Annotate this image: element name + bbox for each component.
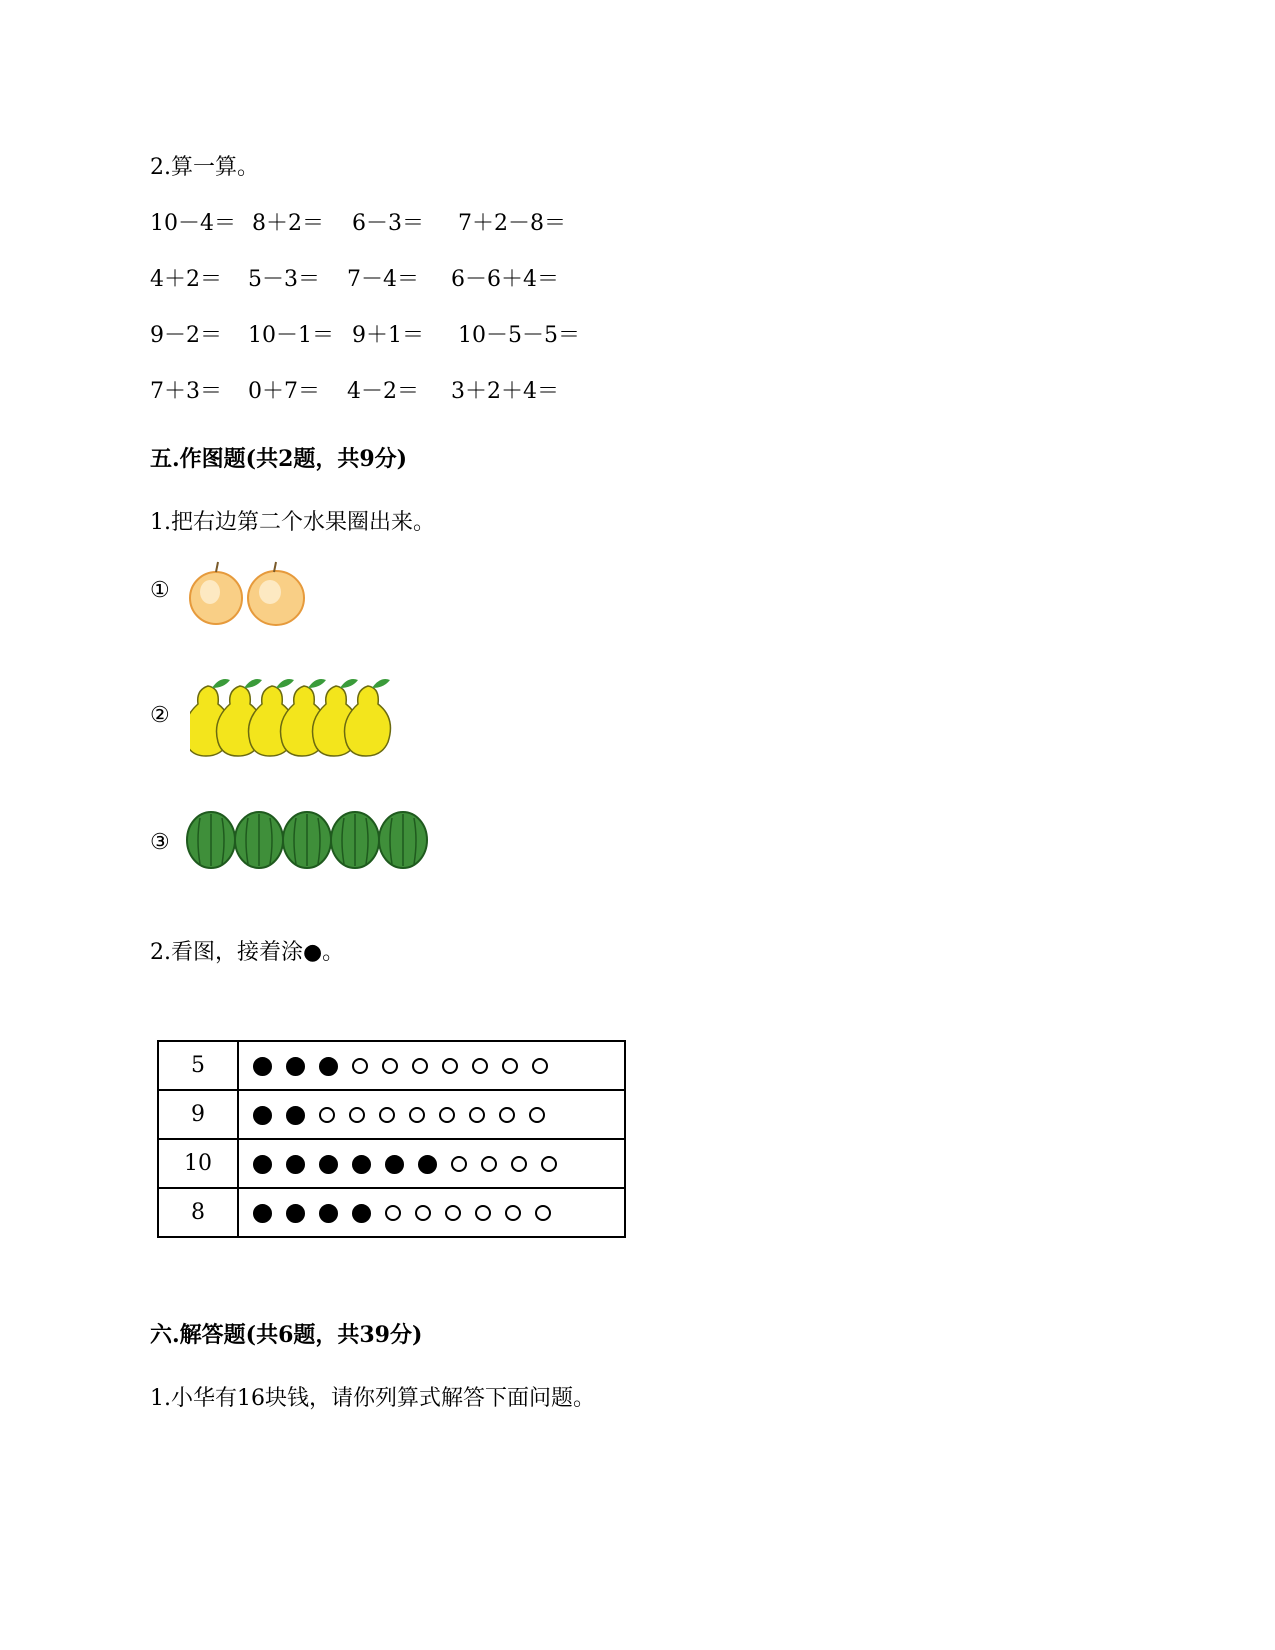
dot-table-row — [158, 1041, 625, 1090]
equation: 6－3＝ — [352, 211, 424, 236]
filled-dot — [352, 1204, 371, 1223]
row-number: 5 — [158, 1041, 238, 1090]
option-label-3: ③ — [150, 830, 170, 855]
filled-dot — [319, 1057, 338, 1076]
empty-circle[interactable] — [382, 1058, 398, 1074]
equation: 8＋2＝ — [252, 211, 324, 236]
empty-circle[interactable] — [505, 1205, 521, 1221]
option-label-2: ② — [150, 703, 170, 728]
dot-table-row — [158, 1139, 625, 1188]
empty-circle[interactable] — [409, 1107, 425, 1123]
equation: 7－4＝ — [347, 267, 419, 292]
empty-circle[interactable] — [532, 1058, 548, 1074]
equation: 10－5－5＝ — [458, 323, 580, 348]
filled-dot — [253, 1057, 272, 1076]
pear-icon — [345, 679, 391, 756]
dot-table — [157, 1040, 626, 1238]
empty-circle[interactable] — [445, 1205, 461, 1221]
green-pepper-icon — [379, 812, 427, 868]
equation: 4＋2＝ — [150, 267, 222, 292]
equation: 5－3＝ — [248, 267, 320, 292]
empty-circle[interactable] — [451, 1156, 467, 1172]
empty-circle[interactable] — [475, 1205, 491, 1221]
empty-circle[interactable] — [472, 1058, 488, 1074]
filled-dot — [286, 1057, 305, 1076]
equation: 6－6＋4＝ — [451, 267, 559, 292]
green-pepper-icon — [186, 806, 436, 872]
equation: 7＋3＝ — [150, 379, 222, 404]
filled-dot — [418, 1155, 437, 1174]
dot-cells — [238, 1041, 625, 1090]
empty-circle[interactable] — [481, 1156, 497, 1172]
empty-circle[interactable] — [535, 1205, 551, 1221]
peach-icon — [186, 560, 316, 628]
empty-circle[interactable] — [349, 1107, 365, 1123]
filled-dot — [352, 1155, 371, 1174]
dot-table-row — [158, 1090, 625, 1139]
section-6-question-1: 1.小华有16块钱，请你列算式解答下面问题。 — [150, 1386, 595, 1411]
equation: 9＋1＝ — [352, 323, 424, 348]
peach-icon — [248, 562, 304, 625]
filled-dot — [253, 1106, 272, 1125]
filled-dot — [319, 1155, 338, 1174]
row-number: 10 — [158, 1139, 238, 1188]
equation: 3＋2＋4＝ — [451, 379, 559, 404]
empty-circle[interactable] — [319, 1107, 335, 1123]
empty-circle[interactable] — [511, 1156, 527, 1172]
dot-table-row — [158, 1188, 625, 1237]
empty-circle[interactable] — [529, 1107, 545, 1123]
empty-circle[interactable] — [469, 1107, 485, 1123]
dot-table-grid — [157, 1040, 626, 1238]
filled-dot — [319, 1204, 338, 1223]
equation: 7＋2－8＝ — [458, 211, 566, 236]
section-6-heading: 六.解答题(共6题，共39分) — [150, 1322, 423, 1348]
green-pepper-icon — [235, 812, 283, 868]
empty-circle[interactable] — [442, 1058, 458, 1074]
empty-circle[interactable] — [541, 1156, 557, 1172]
filled-dot — [253, 1204, 272, 1223]
empty-circle[interactable] — [352, 1058, 368, 1074]
green-pepper-icon — [331, 812, 379, 868]
green-pepper-icon — [187, 812, 235, 868]
empty-circle[interactable] — [385, 1205, 401, 1221]
empty-circle[interactable] — [439, 1107, 455, 1123]
question-2-title: 2.算一算。 — [150, 155, 259, 180]
section-5-question-2: 2.看图，接着涂●。 — [150, 940, 345, 965]
row-number: 8 — [158, 1188, 238, 1237]
empty-circle[interactable] — [415, 1205, 431, 1221]
peach-icon — [190, 562, 242, 624]
filled-dot — [286, 1155, 305, 1174]
empty-circle[interactable] — [412, 1058, 428, 1074]
section-5-heading: 五.作图题(共2题，共9分) — [150, 446, 408, 472]
pear-icon — [190, 676, 400, 758]
option-label-1: ① — [150, 578, 170, 603]
dot-cells — [238, 1090, 625, 1139]
equation: 10－4＝ — [150, 211, 236, 236]
filled-dot — [286, 1204, 305, 1223]
empty-circle[interactable] — [379, 1107, 395, 1123]
empty-circle[interactable] — [502, 1058, 518, 1074]
dot-cells — [238, 1188, 625, 1237]
equation: 0＋7＝ — [248, 379, 320, 404]
green-pepper-icon — [283, 812, 331, 868]
filled-dot — [385, 1155, 404, 1174]
equation: 4－2＝ — [347, 379, 419, 404]
filled-dot — [286, 1106, 305, 1125]
dot-cells — [238, 1139, 625, 1188]
equation: 9－2＝ — [150, 323, 222, 348]
section-5-question-1: 1.把右边第二个水果圈出来。 — [150, 510, 435, 535]
empty-circle[interactable] — [499, 1107, 515, 1123]
row-number: 9 — [158, 1090, 238, 1139]
equation: 10－1＝ — [248, 323, 334, 348]
filled-dot — [253, 1155, 272, 1174]
